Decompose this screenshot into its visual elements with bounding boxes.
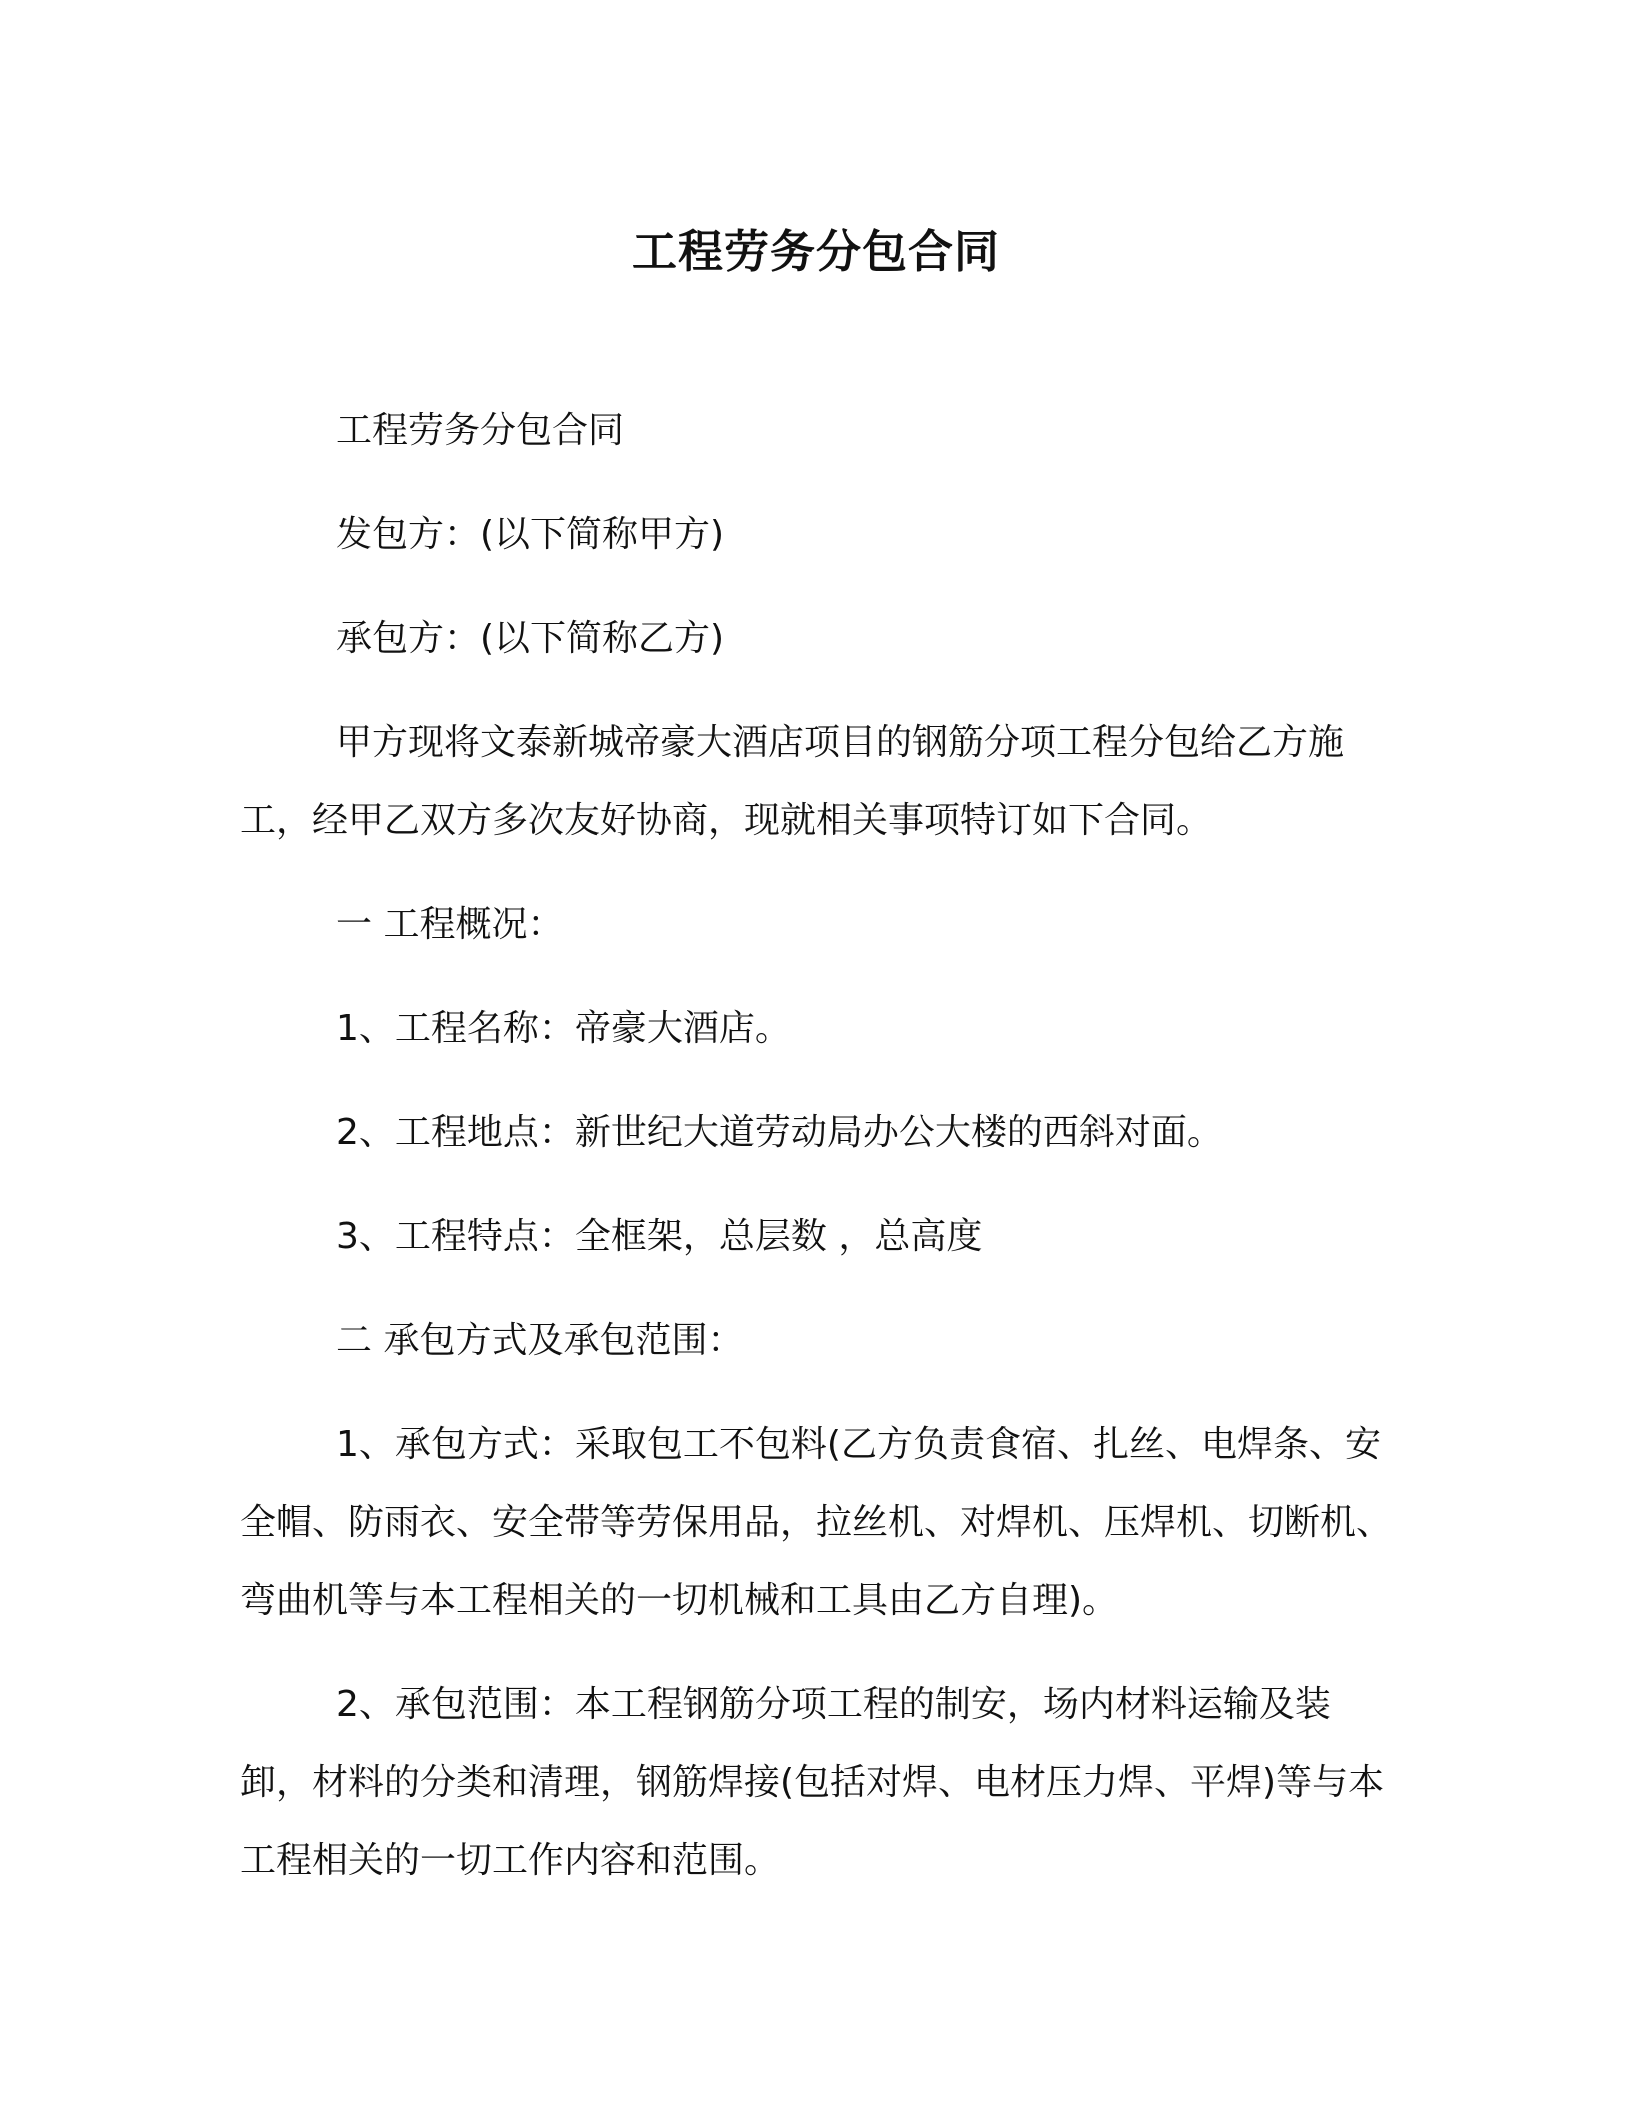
paragraph-contract-name: 工程劳务分包合同 — [336, 410, 625, 451]
paragraph-contract-scope: 2、承包范围：本工程钢筋分项工程的制安，场内材料运输及装卸，材料的分类和清理，钢筋焊接(包括对焊、电材压力焊、平焊)等与本工程相关的一切工作内容和范围。 — [240, 1684, 1385, 1881]
paragraph-employer: 发包方：(以下简称甲方) — [336, 514, 725, 555]
document-title: 工程劳务分包合同 — [631, 225, 1000, 278]
paragraph-contractor: 承包方：(以下简称乙方) — [336, 618, 725, 659]
paragraph-project-location: 2、工程地点：新世纪大道劳动局办公大楼的西斜对面。 — [336, 1112, 1223, 1153]
paragraph-project-name: 1、工程名称：帝豪大酒店。 — [336, 1008, 791, 1049]
paragraph-contract-method: 1、承包方式：采取包工不包料(乙方负责食宿、扎丝、电焊条、安全帽、防雨衣、安全带等劳保用品，拉丝机、对焊机、压焊机、切断机、弯曲机等与本工程相关的一切机械和工具由乙方自理)。 — [240, 1424, 1393, 1621]
paragraph-project-features: 3、工程特点：全框架，总层数 ，总高度 — [336, 1216, 983, 1257]
section-heading-overview: 一 工程概况： — [336, 904, 564, 945]
paragraph-introduction: 甲方现将文泰新城帝豪大酒店项目的钢筋分项工程分包给乙方施工，经甲乙双方多次友好协商，现就相关事项特订如下合同。 — [240, 722, 1345, 841]
document-body — [240, 392, 1392, 1926]
section-heading-scope: 二 承包方式及承包范围： — [336, 1320, 744, 1361]
